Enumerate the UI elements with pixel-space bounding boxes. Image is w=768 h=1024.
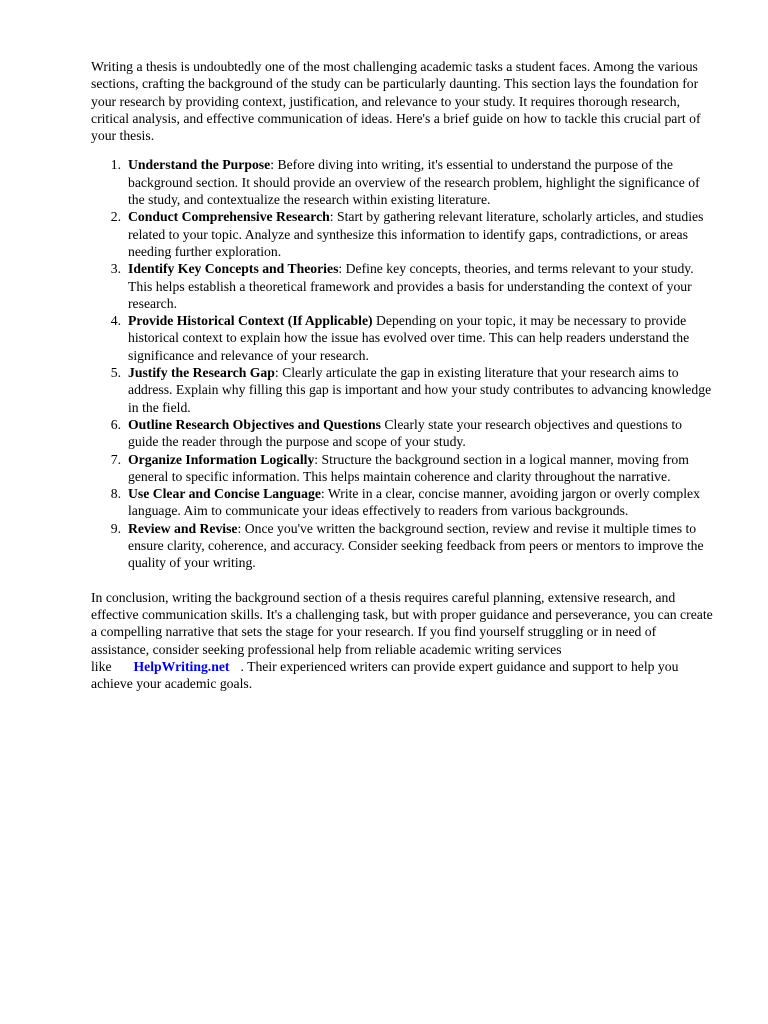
list-item	[91, 485, 715, 520]
list-item-separator: :	[329, 209, 337, 225]
list-item	[91, 451, 715, 486]
list-item-title: Conduct Comprehensive Research	[128, 209, 330, 225]
list-item	[91, 260, 715, 312]
list-item-separator: :	[237, 520, 245, 536]
list-item-title: Outline Research Objectives and Questions	[128, 416, 381, 432]
list-item-text: Define key concepts, theories, and terms relevant to your study. This helps establish a theoretical framework and provides a basis for understanding the context of your research.	[128, 261, 694, 311]
list-item-number: 2.	[110, 209, 121, 225]
conclusion-text-after: . Their experienced writers can provide expert guidance and support to help you achieve your academic goals.	[91, 658, 679, 692]
list-item	[91, 520, 715, 572]
list-item-text: Structure the background section in a logical manner, moving from general to specific information. This helps maintain coherence and clarity throughout the narrative.	[128, 451, 689, 484]
list-item	[91, 156, 715, 208]
helpwriting-link[interactable]: HelpWriting.net	[133, 658, 230, 674]
list-item-number: 3.	[110, 261, 121, 277]
conclusion-text-before: In conclusion, writing the background section of a thesis requires careful planning, extensive research, and effective communication skills. It's a challenging task, but with proper guidance and perseverance, you can create a compelling narrative that sets the stage for your research. If you find yourself struggling or in need of assistance, consider seeking professional help from reliable academic writing services like	[91, 589, 713, 674]
list-item-number: 8.	[110, 486, 121, 502]
list-item-title: Organize Information Logically	[128, 451, 315, 467]
list-item-title: Provide Historical Context (If Applicable)	[128, 313, 373, 329]
list-item-title: Review and Revise	[128, 520, 238, 536]
list-item-number: 7.	[110, 451, 121, 467]
list-item-text: Before diving into writing, it's essential to understand the purpose of the background section. It should provide an overview of the research problem, highlight the significance of the study, and contextualize the research within existing literature.	[128, 157, 700, 208]
list-item-title: Use Clear and Concise Language	[128, 486, 321, 502]
list-item-title: Identify Key Concepts and Theories	[128, 261, 339, 277]
list-item-text: Once you've written the background section, review and revise it multiple times to ensure clarity, coherence, and accuracy. Consider seeking feedback from peers or mentors to improve the quality of your writing.	[128, 520, 704, 571]
list-item	[91, 364, 715, 416]
list-item-text: Clearly articulate the gap in existing literature that your research aims to address. Explain why filling this gap is important and how your study contributes to advancing knowledge in the field.	[128, 365, 712, 415]
list-item-number: 9.	[110, 520, 121, 536]
list-item-separator: :	[320, 486, 328, 502]
list-item-title: Understand the Purpose	[128, 157, 271, 173]
list-item-text: Clearly state your research objectives and questions to guide the reader through the purpose and scope of your study.	[128, 416, 683, 450]
list-item-number: 1.	[110, 157, 121, 173]
list-item-text: Depending on your topic, it may be necessary to provide historical context to explain how the issue has evolved over time. This can help readers understand the significance and relevance of your research.	[128, 313, 690, 363]
list-item-number: 4.	[110, 313, 121, 329]
list-item	[91, 208, 715, 260]
list-item-number: 5.	[110, 365, 121, 381]
numbered-list	[91, 156, 715, 571]
list-item-separator: :	[270, 157, 278, 173]
list-item-separator: :	[314, 451, 322, 467]
list-item-text: Write in a clear, concise manner, avoiding jargon or overly complex language. Aim to communicate your ideas effectively to readers from various backgrounds.	[128, 486, 700, 519]
list-item-number: 6.	[110, 416, 121, 432]
conclusion-paragraph	[91, 589, 715, 693]
list-item	[91, 312, 715, 364]
document-content	[91, 58, 715, 692]
list-item-separator: :	[338, 261, 346, 277]
list-item-text: Start by gathering relevant literature, scholarly articles, and studies related to your topic. Analyze and synthesize this information to identify gaps, contradictions, or areas needing further exploration.	[128, 209, 704, 259]
intro-paragraph: Writing a thesis is undoubtedly one of the most challenging academic tasks a student faces. Among the various sections, crafting the background of the study can be particularly daunting. This section lays the foundation for your research by providing context, justification, and relevance to your study. It requires thorough research, critical analysis, and effective communication of ideas. Here's a brief guide on how to tackle this crucial part of your thesis.	[91, 59, 701, 144]
list-item-separator: :	[274, 365, 283, 381]
list-item-title: Justify the Research Gap	[128, 365, 275, 381]
list-item	[91, 416, 715, 451]
